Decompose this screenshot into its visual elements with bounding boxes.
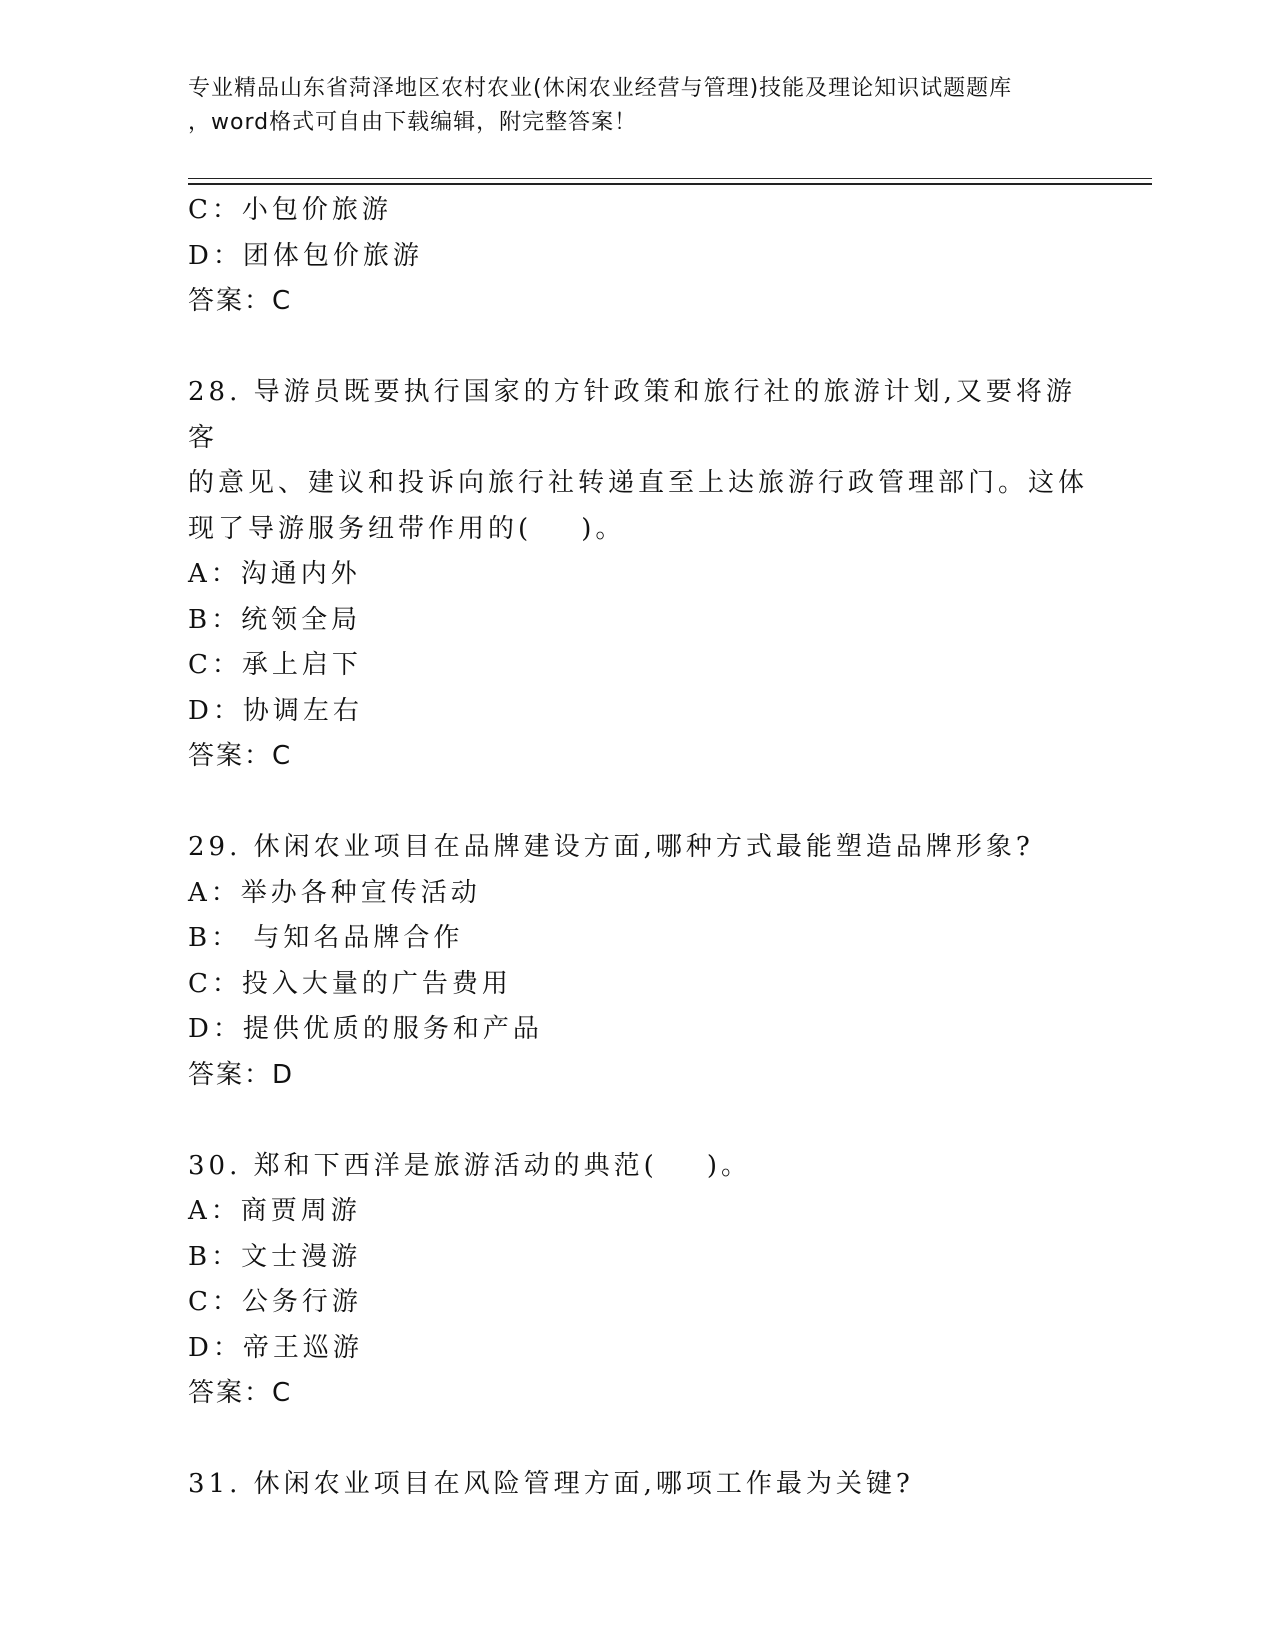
- option-b: B： 与知名品牌合作: [188, 923, 464, 953]
- question-stem-line: 现了导游服务纽带作用的( )。: [188, 513, 626, 544]
- header-divider-thick: [188, 183, 1152, 185]
- question-27-tail: [188, 188, 1088, 325]
- question-stem-line: 28. 导游员既要执行国家的方针政策和旅行社的旅游计划,又要将游客: [188, 377, 1076, 453]
- option-b: B：统领全局: [188, 604, 362, 635]
- question-stem-line: 29. 休闲农业项目在品牌建设方面,哪种方式最能塑造品牌形象?: [188, 832, 1034, 862]
- question-stem-line: 的意见、建议和投诉向旅行社转递直至上达旅游行政管理部门。这体: [188, 468, 1089, 498]
- spacer: [188, 1417, 1088, 1463]
- option-b: B：文士漫游: [188, 1241, 362, 1272]
- header-divider-thin: [188, 178, 1152, 179]
- header-title: 专业精品山东省菏泽地区农村农业(休闲农业经营与管理)技能及理论知识试题题库: [188, 76, 1013, 101]
- option-c: C：公务行游: [188, 1287, 362, 1317]
- answer-line: 答案：D: [188, 1059, 295, 1090]
- spacer: [188, 325, 1088, 371]
- answer-line: 答案：C: [188, 1378, 293, 1408]
- document-header: [188, 72, 1108, 140]
- spacer: [188, 1098, 1088, 1144]
- answer-line: 答案：C: [188, 741, 293, 771]
- question-28: [188, 370, 1088, 780]
- option-a: A：沟通内外: [188, 559, 361, 589]
- option-d: D：提供优质的服务和产品: [188, 1014, 543, 1044]
- question-list: [188, 188, 1088, 1508]
- option-d: D：帝王巡游: [188, 1332, 363, 1363]
- option-c: C：承上启下: [188, 650, 362, 680]
- question-stem-line: 31. 休闲农业项目在风险管理方面,哪项工作最为关键?: [188, 1469, 914, 1499]
- option-d: D：团体包价旅游: [188, 240, 423, 271]
- header-subtitle: ，word格式可自由下载编辑，附完整答案！: [188, 110, 638, 135]
- option-a: A：举办各种宣传活动: [188, 877, 481, 908]
- option-c: C：投入大量的广告费用: [188, 968, 512, 999]
- option-a: A：商贾周游: [188, 1196, 361, 1226]
- option-d: D：协调左右: [188, 695, 363, 726]
- spacer: [188, 780, 1088, 826]
- option-c: C：小包价旅游: [188, 195, 392, 225]
- question-stem-line: 30. 郑和下西洋是旅游活动的典范( )。: [188, 1150, 751, 1181]
- question-31: [188, 1462, 1088, 1508]
- answer-line: 答案：C: [188, 286, 293, 316]
- question-30: [188, 1144, 1088, 1417]
- question-29: [188, 825, 1088, 1098]
